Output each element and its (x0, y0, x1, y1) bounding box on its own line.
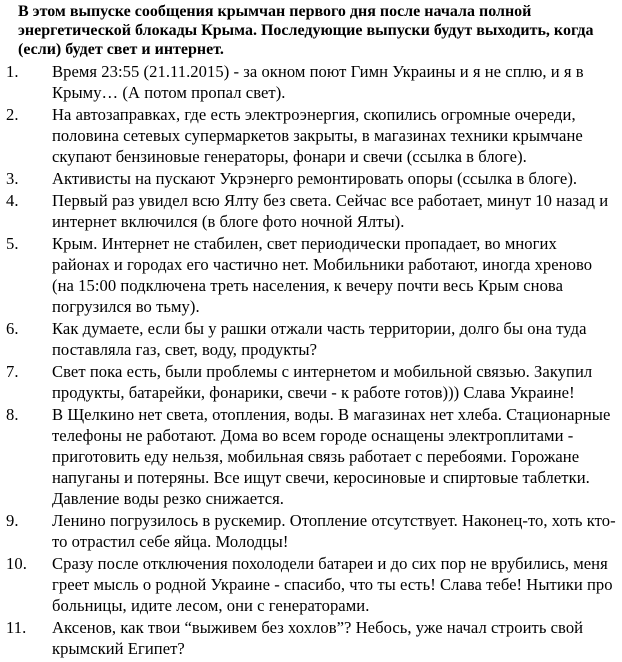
item-number: 8. (6, 405, 19, 424)
item-text: Активисты на пускают Укрэнерго ремонтировать опоры (ссылка в блоге). (52, 169, 578, 188)
item-number: 6. (6, 319, 19, 338)
list-item (6, 168, 616, 189)
item-number: 4. (6, 191, 19, 210)
item-text: В Щелкино нет света, отопления, воды. В магазинах нет хлеба. Стационарные телефоны не работают. Дома во всем городе оснащены электроплитами - приготовить еду нельзя, мобильная связь работает с перебоями. Горожане напуганы и потеряны. Все ищут свечи, керосиновые и спиртовые таблетки. Давление воды резко снижается. (52, 405, 611, 508)
item-text: Время 23:55 (21.11.2015) - за окном поют Гимн Украины и я не сплю, и я в Крыму… (А потом пропал свет). (52, 62, 584, 102)
list-item (6, 233, 616, 317)
list-item (6, 190, 616, 232)
list-item (6, 404, 616, 509)
list-item (6, 361, 616, 403)
item-number: 7. (6, 362, 19, 381)
item-number: 11. (6, 618, 27, 637)
item-text: Аксенов, как твои “выживем без хохлов”? Небось, уже начал строить свой крымский Египет? (52, 618, 584, 658)
item-text: Первый раз увидел всю Ялту без света. Сейчас все работает, минут 10 назад и интернет включился (в блоге фото ночной Ялты). (52, 191, 609, 231)
list-item (6, 553, 616, 616)
item-text: Ленино погрузилось в рускемир. Отопление отсутствует. Наконец-то, хоть кто-то отрастил себе яйца. Молодцы! (52, 511, 616, 551)
item-number: 1. (6, 62, 19, 81)
item-text: Крым. Интернет не стабилен, свет периодически пропадает, во многих районах и городах его частично нет. Мобильники работают, иногда хреново (на 15:00 подключена треть населения, к вечеру почти весь Крым снова погрузился во тьму). (52, 234, 593, 316)
item-number: 10. (6, 554, 27, 573)
list-item (6, 104, 616, 167)
item-text: Как думаете, если бы у рашки отжали часть территории, долго бы она туда поставляла газ, свет, воду, продукты? (52, 319, 587, 359)
item-number: 2. (6, 105, 19, 124)
messages-list (6, 61, 616, 659)
list-item (6, 61, 616, 103)
list-item (6, 617, 616, 659)
item-number: 5. (6, 234, 19, 253)
item-number: 3. (6, 169, 19, 188)
item-text: На автозаправках, где есть электроэнергия, скопились огромные очереди, половина сетевых супермаркетов закрыты, в магазинах техники крымчане скупают бензиновые генераторы, фонари и свечи (ссылка в блоге). (52, 105, 583, 166)
list-item (6, 318, 616, 360)
item-text: Свет пока есть, были проблемы с интернетом и мобильной связью. Закупил продукты, батарейки, фонарики, свечи - к работе готов))) Слава Украине! (52, 362, 593, 402)
item-number: 9. (6, 511, 19, 530)
intro-paragraph: В этом выпуске сообщения крымчан первого дня после начала полной энергетической блокады Крыма. Последующие выпуски будут выходить, когда (если) будет свет и интернет. (18, 3, 594, 58)
list-item (6, 510, 616, 552)
item-text: Сразу после отключения похолодели батареи и до сих пор не врубились, меня греет мысль о родной Украине - спасибо, что ты есть! Слава тебе! Нытики про больницы, идите лесом, они с генераторами. (52, 554, 613, 615)
